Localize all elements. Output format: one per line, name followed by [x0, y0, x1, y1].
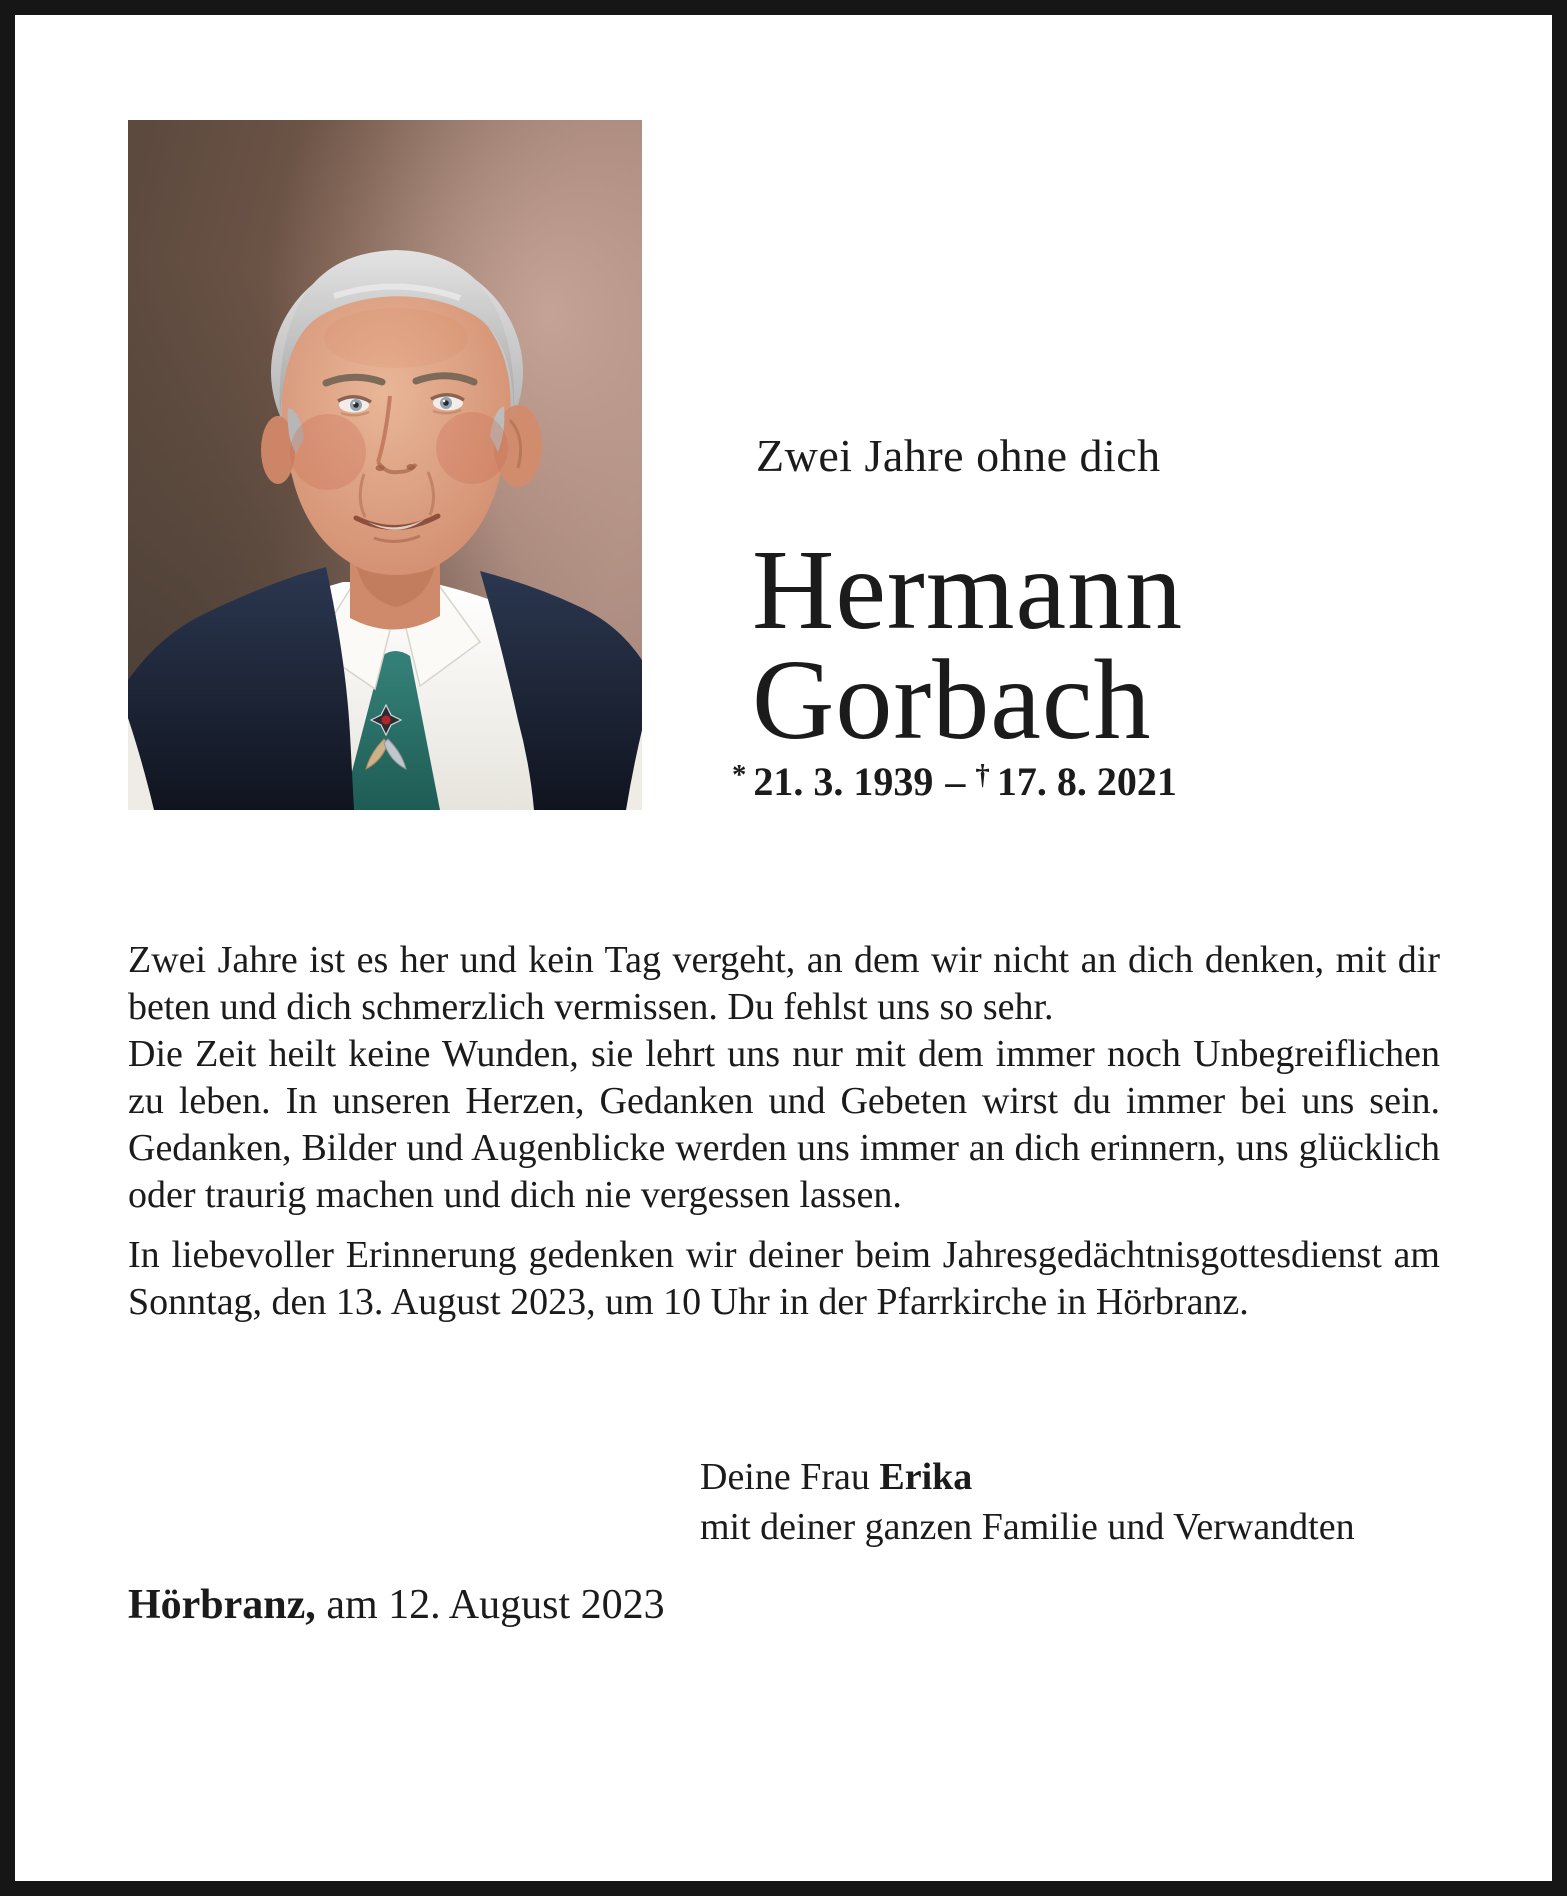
intro-text: Zwei Jahre ohne dich — [756, 430, 1161, 481]
eye-left — [338, 397, 371, 416]
birth-date: 21. 3. 1939 — [753, 758, 934, 804]
memorial-paragraph-3: In liebevoller Erinnerung gedenken wir deiner beim Jahresgedächtnisgottesdienst am Sonntag, den 13. August 2023, um 10 Uhr in der Pfarrkirche in Hörbranz. — [128, 1234, 1440, 1323]
family-line: mit deiner ganzen Familie und Verwandten — [700, 1506, 1355, 1548]
forehead-tone — [324, 308, 468, 368]
death-cross-symbol: † — [975, 759, 990, 791]
portrait-photo — [128, 120, 642, 810]
signature-name: Erika — [879, 1456, 973, 1498]
signature-prefix: Deine Frau — [700, 1456, 870, 1498]
cheek-blush-right — [436, 412, 508, 484]
signature-line — [700, 1452, 1355, 1502]
place-name: Hörbranz, — [128, 1582, 316, 1628]
death-date: 17. 8. 2021 — [996, 758, 1177, 804]
life-dates — [732, 752, 1177, 805]
place-date-line — [128, 1580, 665, 1630]
notice-date: am 12. August 2023 — [326, 1582, 665, 1628]
deceased-name — [752, 526, 1184, 763]
cheek-blush-left — [290, 414, 366, 490]
signature-block — [700, 1452, 1355, 1552]
deceased-last-name: Gorbach — [752, 636, 1152, 763]
birth-star-symbol: * — [732, 759, 747, 791]
deceased-first-name: Hermann — [752, 526, 1184, 653]
memorial-paragraph-2: Die Zeit heilt keine Wunden, sie lehrt uns nur mit dem immer noch Unbegreiflichen zu leben. In unseren Herzen, Gedanken und Gebeten wirst du immer bei uns sein. Gedanken, Bilder und Augenblicke werden uns immer an dich erinnern, uns glücklich oder traurig machen und dich nie vergessen lassen. — [128, 1033, 1440, 1216]
memorial-text — [128, 937, 1440, 1326]
memorial-paragraph-1: Zwei Jahre ist es her und kein Tag vergeht, an dem wir nicht an dich denken, mit dir beten und dich schmerzlich vermissen. Du fehlst uns so sehr. — [128, 939, 1440, 1028]
dates-separator: – — [945, 758, 966, 804]
